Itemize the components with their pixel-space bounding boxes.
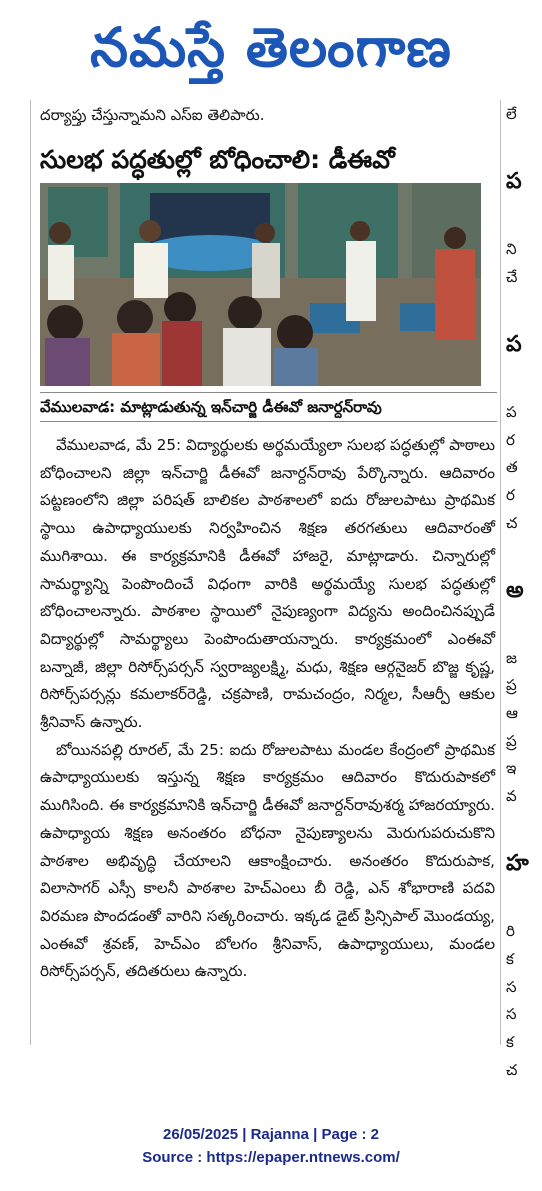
- fragment-line: ప్ర: [506, 731, 517, 750]
- fragment-line: చ: [506, 513, 518, 532]
- article-paragraph: వేములవాడ, మే 25: విద్యార్థులకు అర్థమయ్యేలా సులభ పద్ధతుల్లో పాఠాలు బోధించాలని జిల్లా ఇన్‌చార్జి డీఈవో జనార్దన్‌రావు పేర్కొన్నారు. ఆదివారం పట్టణంలోని జిల్లా పరిషత్ బాలికల పాఠశాలలో ఐదు రోజులపాటు ప్రాథమిక స్థాయి ఉపాధ్యాయులకు నిర్వహించిన శిక్షణ తరగతులు ఆదివారంతో ముగిశాయి. ఈ కార్యక్రమానికి డీఈవో హాజరై, మాట్లాడారు. చిన్నారుల్లో సామర్థ్యాన్ని పెంపొందించే విధంగా వారికి అర్థమయ్యే సులభ పద్ధతుల్లో బోధించాలన్నారు. పాఠశాల స్థాయిలో నైపుణ్యంగా విద్యను అందించినప్పుడే విద్యార్థుల్లో సామర్థ్యాలు పెంపొందుతాయన్నారు. కార్యక్రమంలో ఎంఈవో బన్నాజీ, జిల్లా రిసోర్స్‌పర్సన్ స్వరాజ్యలక్ష్మి, మధు, శిక్షణ ఆర్గనైజర్ బొజ్జ కృష్ణ, రిసోర్స్‌పర్సన్లు కమలాకర్‌రెడ్డి, చక్రపాణి, రామచంద్రం, నిర్మల, సీఆర్పీ ఆకుల శ్రీనివాస్ ఉన్నారు.: [40, 436, 495, 732]
- fragment-line: ప: [506, 332, 522, 358]
- page-footer: [0, 1123, 542, 1169]
- fragment-line: [506, 371, 542, 399]
- column-divider: [500, 100, 501, 1045]
- fragment-line: వ: [506, 787, 517, 806]
- edition-date-line: 26/05/2025 | Rajanna | Page : 2: [162, 1126, 379, 1143]
- masthead: [0, 0, 542, 95]
- fragment-line: స: [506, 1005, 517, 1024]
- previous-article-tail: దర్యాప్తు చేస్తున్నామని ఎస్ఐ తెలిపారు.: [40, 106, 265, 124]
- article-paragraph: బోయినపల్లి రూరల్, మే 25: ఐదు రోజులపాటు మండల కేంద్రంలో ప్రాథమిక ఉపాధ్యాయులకు ఇస్తున్న శిక్షణ కార్యక్రమం ఆదివారం కొదురుపాకలో ముగిసింది. ఈ కార్యక్రమానికి ఇన్‌చార్జి డీఈవో జనార్దన్‌రావుశర్మ హాజరయ్యారు. ఉపాధ్యాయ శిక్షణ అనంతరం బోధనా నైపుణ్యాలను మెరుగుపరుచుకొని పాఠశాల అభివృద్ధి చేయాలని ఆకాంక్షించారు. అనంతరం కొదురుపాక, విలాసాగర్ ఎస్సీ కాలనీ పాఠశాల హెచ్‌ఎంలు బీ రెడ్డి, ఎన్ శోభారాణి పదవి విరమణ పొందడంతో వారిని సత్కరించారు. ఇక్కడ డైట్ ప్రిన్సిపాల్ మొండయ్య, ఎంఈవో శ్రవణ్, హెచ్‌ఎం బోలగం శ్రీనివాస్, ఉపాధ్యాయులు, మండల రిసోర్స్‌పర్సన్, తదితరులు ఉన్నారు.: [40, 740, 495, 981]
- article-headline: సులభ పద్ధతుల్లో బోధించాలి: డీఈవో: [40, 145, 395, 174]
- fragment-line: ర: [506, 485, 515, 504]
- fragment-line: హ: [506, 851, 529, 877]
- column-divider: [30, 100, 31, 1045]
- fragment-line: క: [506, 1032, 514, 1051]
- source-link[interactable]: Source : https://epaper.ntnews.com/: [142, 1149, 400, 1166]
- fragment-line: చే: [506, 267, 518, 286]
- adjacent-column-fragments: [506, 101, 542, 1079]
- newspaper-logo: నమస్తే తెలంగాణ: [90, 16, 452, 79]
- article-body: [40, 432, 495, 986]
- fragment-line: ఆ: [506, 704, 518, 722]
- fragment-line: జ: [506, 648, 517, 667]
- fragment-line: [506, 291, 542, 319]
- fragment-line: చ: [506, 1060, 518, 1079]
- fragment-line: [506, 129, 542, 157]
- fragment-line: లే: [506, 105, 517, 123]
- fragment-line: క: [506, 949, 514, 968]
- fragment-line: ని: [506, 240, 517, 259]
- classroom-photo: [40, 183, 481, 386]
- fragment-line: రి: [506, 922, 515, 941]
- fragment-line: ర: [506, 430, 515, 449]
- photo-caption: వేములవాడ: మాట్లాడుతున్న ఇన్‌చార్జి డీఈవో జనార్దన్‌రావు: [40, 392, 497, 422]
- fragment-line: [506, 811, 542, 839]
- fragment-line: ఇ: [506, 759, 517, 778]
- fragment-line: ప: [506, 402, 517, 421]
- fragment-line: ప్ర: [506, 676, 517, 695]
- fragment-line: [506, 208, 542, 236]
- fragment-line: త: [506, 458, 518, 477]
- fragment-line: [506, 617, 542, 645]
- fragment-line: అ: [506, 577, 524, 603]
- fragment-line: స: [506, 977, 517, 996]
- fragment-line: ప: [506, 169, 522, 195]
- fragment-line: [506, 890, 542, 918]
- fragment-line: [506, 537, 542, 565]
- article-photo: [40, 183, 481, 386]
